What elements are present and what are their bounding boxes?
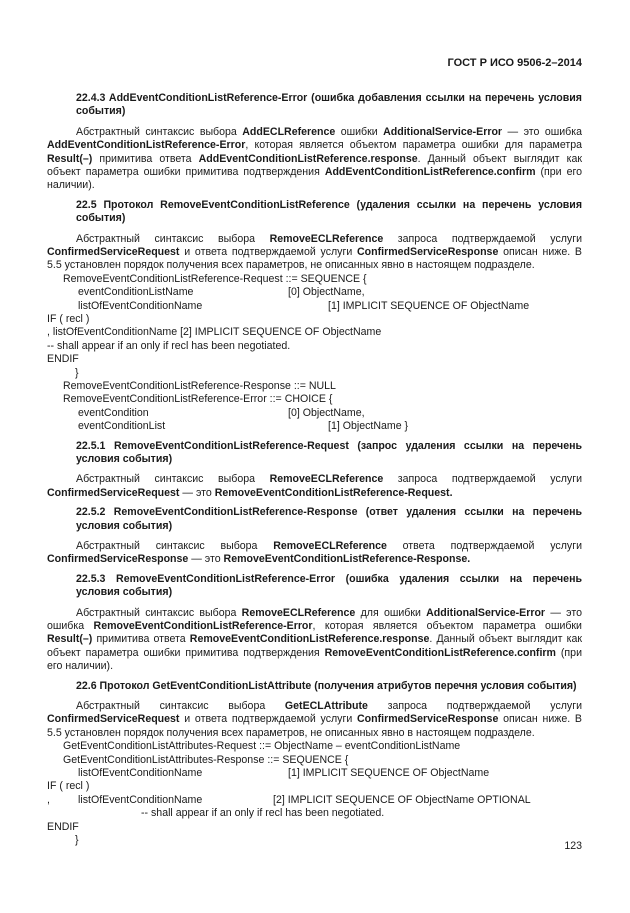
- code-line: eventConditionList [1] ObjectName }: [78, 420, 409, 433]
- code-line: ENDIF: [47, 820, 79, 833]
- page-content: [47, 92, 582, 853]
- code-line: listOfEventConditionName [1] IMPLICIT SEQUENCE OF ObjectName: [78, 767, 490, 780]
- code-line: RemoveEventConditionListReference-Response ::= NULL: [63, 380, 336, 392]
- section-heading-22-5: 22.5 Протокол RemoveEventConditionListReference (удаления ссылки на перечень условия события): [76, 198, 582, 225]
- code-line: GetEventConditionListAttributes-Request ::= ObjectName – eventConditionListName: [63, 740, 461, 753]
- section-heading-22-5-1: 22.5.1 RemoveEventConditionListReference-Request (запрос удаления ссылки на перечень условия события): [76, 439, 582, 465]
- asn1-code-block: [47, 740, 582, 847]
- code-line: eventConditionListName [0] ObjectName,: [78, 286, 365, 299]
- paragraph: Абстрактный синтаксис выбора RemoveECLReference запроса подтверждаемой услуги ConfirmedServiceRequest — это RemoveEventConditionListReference-Request.: [47, 473, 582, 499]
- code-line: }: [75, 834, 79, 847]
- paragraph: Абстрактный синтаксис выбора RemoveECLReference для ошибки AdditionalService-Error — это ошибка RemoveEventConditionListReference-Error, которая является объектом параметра ошибки Result(–) примитива ответа RemoveEventConditionListReference.response. Данный объект выглядит как объект параметра ошибки примитива подтверждения RemoveEventConditionListReference.confirm (при его наличии).: [47, 606, 582, 673]
- code-line: RemoveEventConditionListReference-Request ::= SEQUENCE {: [63, 272, 367, 285]
- code-line: GetEventConditionListAttributes-Response ::= SEQUENCE {: [63, 753, 349, 766]
- section-heading-22-5-3: 22.5.3 RemoveEventConditionListReference-Error (ошибка удаления ссылки на перечень условия события): [76, 572, 582, 599]
- code-line: IF ( recl ): [47, 780, 90, 793]
- code-line: eventCondition [0] ObjectName,: [78, 406, 365, 419]
- code-line: IF ( recl ): [47, 313, 90, 326]
- asn1-code-block: [47, 273, 582, 434]
- paragraph: Абстрактный синтаксис выбора RemoveECLReference запроса подтверждаемой услуги ConfirmedServiceRequest и ответа подтверждаемой услуги ConfirmedServiceResponse описан ниже. В 5.5 установлен порядок получения всех параметров, не описанных явно в настоящем подразделе.: [47, 232, 582, 272]
- code-line: , listOfEventConditionName [2] IMPLICIT SEQUENCE OF ObjectName: [47, 326, 382, 339]
- section-heading-22-5-2: 22.5.2 RemoveEventConditionListReference-Response (ответ удаления ссылки на перечень условия события): [76, 506, 582, 532]
- code-line: }: [75, 366, 79, 379]
- paragraph: Абстрактный синтаксис выбора GetECLAttribute запроса подтверждаемой услуги ConfirmedServiceRequest и ответа подтверждаемой услуги ConfirmedServiceResponse описан ниже. В 5.5 установлен порядок получения всех параметров, не описанных явно в настоящем подразделе.: [47, 700, 582, 739]
- code-line: listOfEventConditionName [1] IMPLICIT SEQUENCE OF ObjectName: [78, 299, 530, 312]
- page-number: 123: [564, 840, 582, 852]
- paragraph: Абстрактный синтаксис выбора AddECLReference ошибки AdditionalService-Error — это ошибка AddEventConditionListReference-Error, которая является объектом параметра ошибки для параметра Result(–) примитива ответа AddEventConditionListReference.response. Данный объект выглядит как объект параметра ошибки примитива подтверждения AddEventConditionListReference.confirm (при его наличии).: [47, 125, 583, 192]
- running-header: ГОСТ Р ИСО 9506-2–2014: [447, 57, 582, 69]
- code-line: -- shall appear if an only if recl has been negotiated.: [141, 807, 385, 820]
- section-heading-22-4-3: 22.4.3 AddEventConditionListReference-Error (ошибка добавления ссылки на перечень условия события): [76, 92, 582, 118]
- code-line: -- shall appear if an only if recl has been negotiated.: [47, 339, 291, 352]
- code-line: ENDIF: [47, 353, 79, 366]
- code-line: , listOfEventConditionName [2] IMPLICIT SEQUENCE OF ObjectName OPTIONAL: [47, 793, 531, 806]
- section-heading-22-6: 22.6 Протокол GetEventConditionListAttribute (получения атрибутов перечня условия события): [76, 679, 577, 692]
- paragraph: Абстрактный синтаксис выбора RemoveECLReference ответа подтверждаемой услуги ConfirmedServiceResponse — это RemoveEventConditionListReference-Response.: [47, 540, 582, 566]
- code-line: RemoveEventConditionListReference-Error ::= CHOICE {: [63, 393, 333, 406]
